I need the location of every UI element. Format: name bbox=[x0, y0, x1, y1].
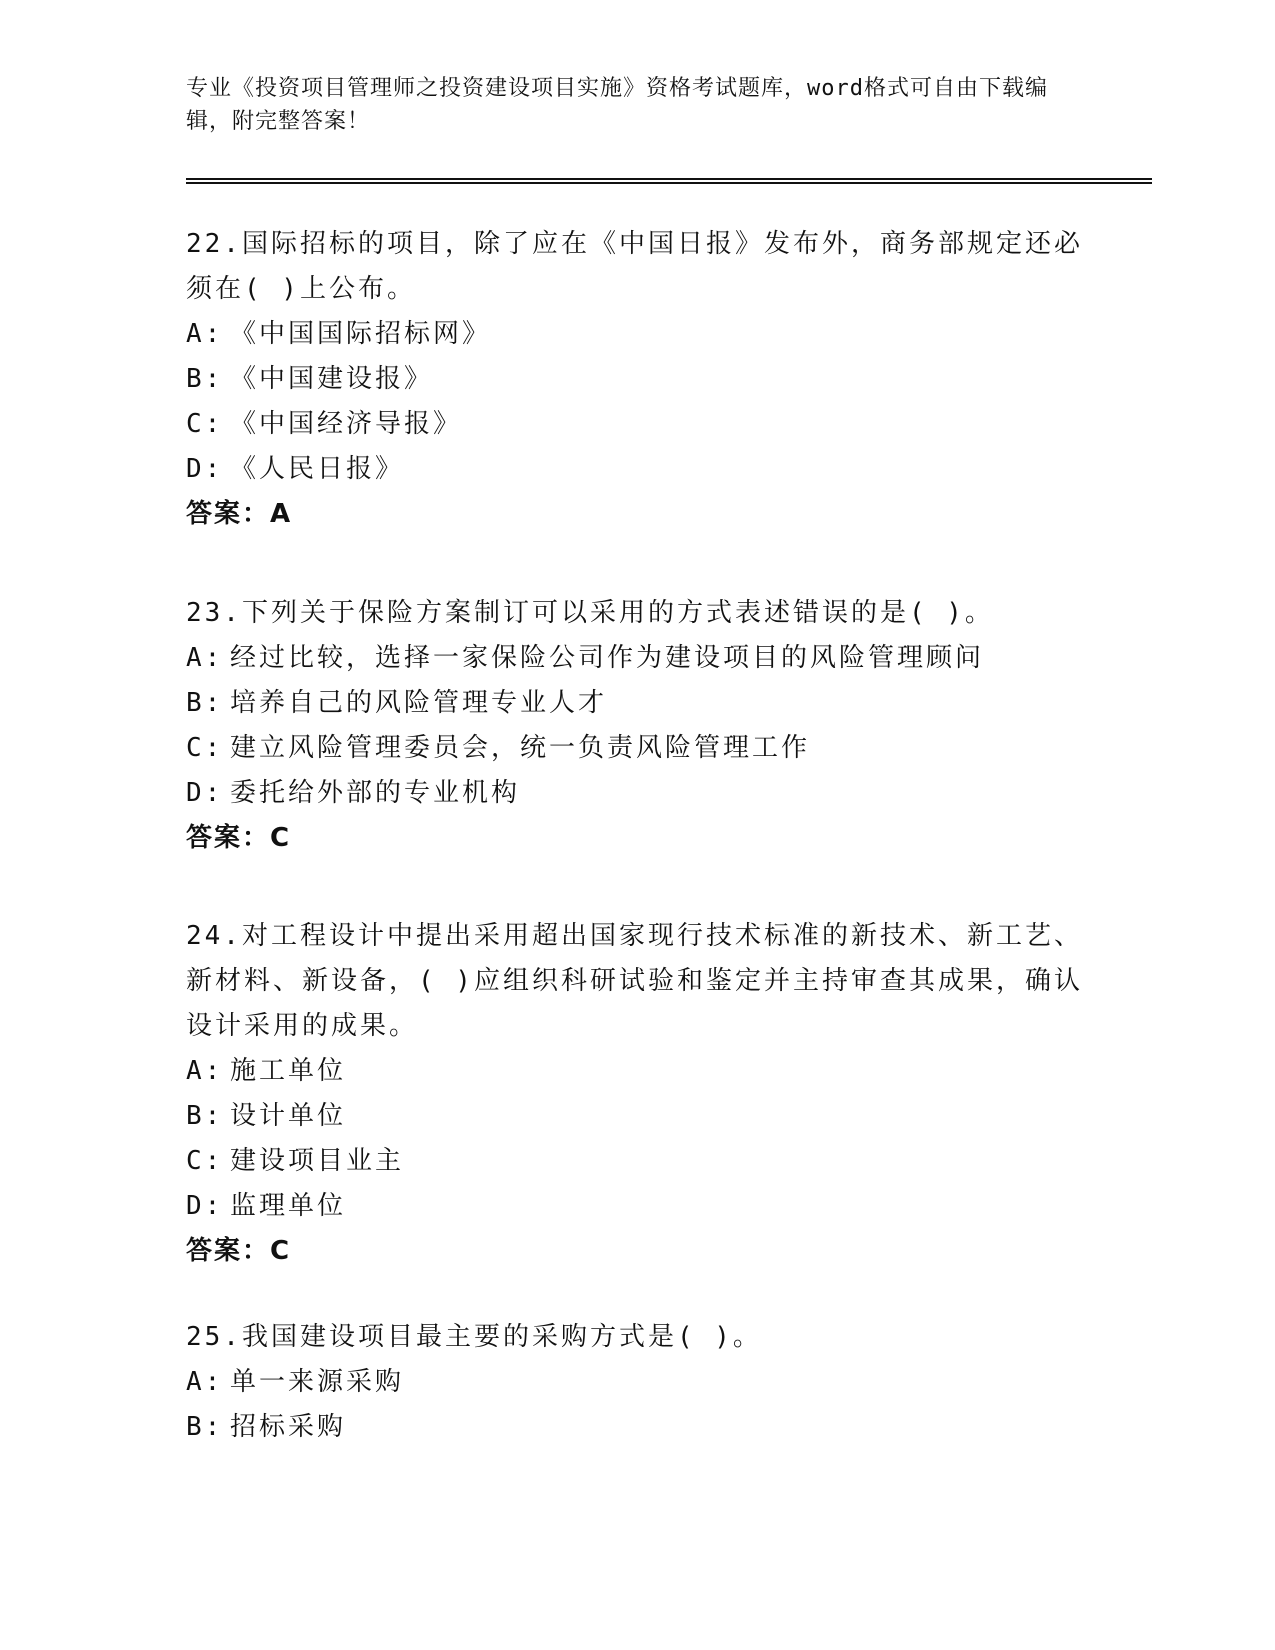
option-text: 监理单位 bbox=[230, 1191, 347, 1221]
question-23 bbox=[186, 591, 1086, 861]
option-d bbox=[186, 1184, 1086, 1229]
option-text: 培养自己的风险管理专业人才 bbox=[230, 688, 608, 718]
option-text: 经过比较，选择一家保险公司作为建设项目的风险管理顾问 bbox=[230, 643, 985, 673]
question-22 bbox=[186, 222, 1086, 537]
answer-line: 答案：C bbox=[186, 1236, 292, 1266]
option-text: 《中国国际招标网》 bbox=[230, 319, 492, 349]
option-key: C: bbox=[186, 409, 224, 439]
question-25 bbox=[186, 1315, 1086, 1450]
option-b bbox=[186, 1094, 1086, 1139]
option-text: 单一来源采购 bbox=[230, 1367, 405, 1397]
option-key: B: bbox=[186, 1412, 224, 1442]
option-text: 施工单位 bbox=[230, 1056, 347, 1086]
option-key: B: bbox=[186, 1101, 224, 1131]
option-c bbox=[186, 402, 1086, 447]
question-stem: 23.下列关于保险方案制订可以采用的方式表述错误的是( )。 bbox=[186, 598, 994, 628]
question-stem: 25.我国建设项目最主要的采购方式是( )。 bbox=[186, 1322, 762, 1352]
option-b bbox=[186, 1405, 1086, 1450]
option-key: A: bbox=[186, 319, 224, 349]
option-a bbox=[186, 1049, 1086, 1094]
header-double-rule bbox=[186, 178, 1152, 184]
option-text: 委托给外部的专业机构 bbox=[230, 778, 521, 808]
option-a bbox=[186, 1360, 1086, 1405]
option-b bbox=[186, 681, 1086, 726]
option-key: D: bbox=[186, 778, 224, 808]
question-24 bbox=[186, 914, 1086, 1274]
question-stem: 22.国际招标的项目，除了应在《中国日报》发布外，商务部规定还必须在( )上公布。 bbox=[186, 229, 1083, 304]
option-b bbox=[186, 357, 1086, 402]
option-text: 建立风险管理委员会，统一负责风险管理工作 bbox=[230, 733, 811, 763]
question-stem: 24.对工程设计中提出采用超出国家现行技术标准的新技术、新工艺、新材料、新设备，( )应组织科研试验和鉴定并主持审查其成果，确认设计采用的成果。 bbox=[186, 921, 1083, 1041]
option-d bbox=[186, 447, 1086, 492]
option-d bbox=[186, 771, 1086, 816]
answer-line: 答案：C bbox=[186, 823, 292, 853]
option-text: 《中国建设报》 bbox=[230, 364, 434, 394]
option-text: 设计单位 bbox=[230, 1101, 347, 1131]
option-key: C: bbox=[186, 733, 224, 763]
option-a bbox=[186, 636, 1086, 681]
option-key: A: bbox=[186, 1056, 224, 1086]
option-text: 《中国经济导报》 bbox=[230, 409, 463, 439]
option-key: C: bbox=[186, 1146, 224, 1176]
option-c bbox=[186, 1139, 1086, 1184]
option-text: 招标采购 bbox=[230, 1412, 347, 1442]
option-c bbox=[186, 726, 1086, 771]
option-key: B: bbox=[186, 688, 224, 718]
option-key: B: bbox=[186, 364, 224, 394]
option-key: A: bbox=[186, 1367, 224, 1397]
option-key: D: bbox=[186, 1191, 224, 1221]
answer-line: 答案：A bbox=[186, 499, 293, 529]
document-header: 专业《投资项目管理师之投资建设项目实施》资格考试题库，word格式可自由下载编辑，附完整答案！ bbox=[186, 76, 1048, 134]
option-key: A: bbox=[186, 643, 224, 673]
option-a bbox=[186, 312, 1086, 357]
option-key: D: bbox=[186, 454, 224, 484]
option-text: 《人民日报》 bbox=[230, 454, 405, 484]
option-text: 建设项目业主 bbox=[230, 1146, 405, 1176]
